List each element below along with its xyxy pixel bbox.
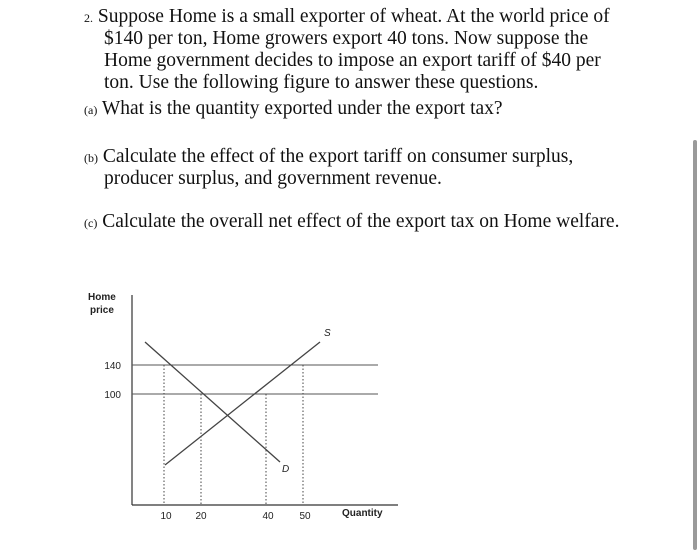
y-tick-140: 140 [104,361,121,372]
question-line-1: Suppose Home is a small exporter of wheat. At the world price of [97,6,610,27]
part-a-label: (a) [84,103,98,117]
x-tick-20: 20 [195,511,207,522]
demand-curve [145,342,280,462]
part-b-line-2: producer surplus, and government revenue. [104,168,442,189]
part-a-text: What is the quantity exported under the export tax? [101,98,503,119]
x-axis-label: Quantity [342,508,383,519]
y-axis-label-line-2: price [90,305,114,316]
x-tick-40: 40 [262,511,274,522]
supply-curve [165,342,320,465]
question-line-3: Home government decides to impose an export tariff of $40 per [104,50,601,71]
part-b-label: (b) [84,151,98,165]
x-tick-50: 50 [299,511,311,522]
y-axis-label-line-1: Home [88,292,116,303]
y-tick-100: 100 [104,390,121,401]
x-tick-10: 10 [160,511,172,522]
question-number: 2. [84,11,93,25]
vertical-scrollbar[interactable] [693,140,697,550]
question-line-4: ton. Use the following figure to answer these questions. [104,72,539,93]
part-c-label: (c) [84,216,98,230]
part-b-line-1: Calculate the effect of the export tariff on consumer surplus, [102,146,574,167]
demand-label: D [282,464,290,475]
part-c-text: Calculate the overall net effect of the export tax on Home welfare. [102,211,620,232]
supply-label: S [324,328,331,339]
question-line-2: $140 per ton, Home growers export 40 tons. Now suppose the [104,28,589,49]
